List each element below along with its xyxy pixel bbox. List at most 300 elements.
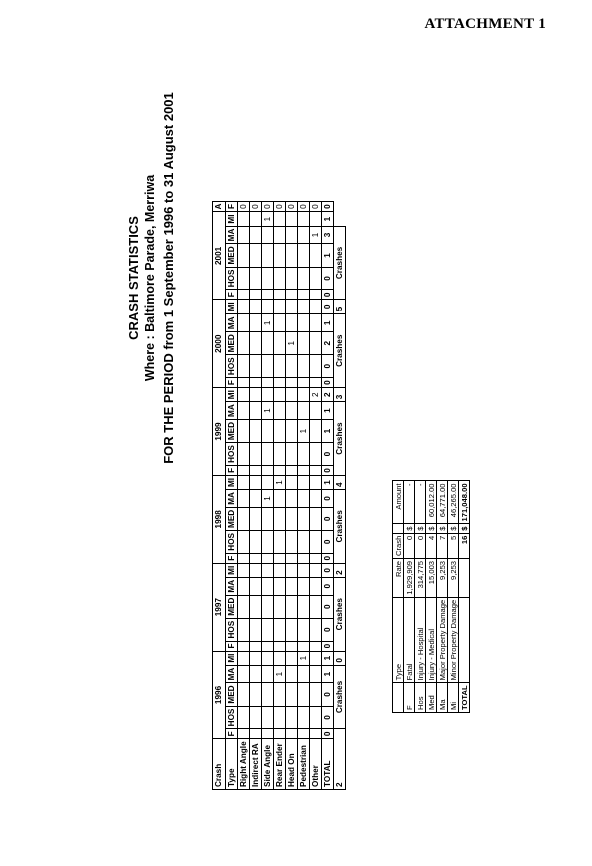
severity-header: MI [226,212,238,226]
count-cell [286,212,298,226]
severity-type: Injury - Hospital [415,597,426,683]
total-cell: 0 [322,706,334,729]
count-cell [262,378,274,388]
currency-symbol: $ [404,524,415,533]
table-row [250,201,262,789]
crashes-label: Crashes [334,314,346,388]
crash-type-label: Side Angle [262,739,274,790]
year-header: 2000 [213,300,226,388]
crash-statistics-table [212,201,346,790]
count-cell [250,332,262,355]
count-cell [274,563,286,577]
count-cell [274,290,286,300]
crash-type-label: Pedestrian [298,739,310,790]
rate-value: 314,775 [415,558,426,597]
crashes-label: Crashes [334,402,346,476]
count-cell [274,226,286,244]
count-cell [310,465,322,475]
year-header: 2001 [213,212,226,300]
cut-column-cell: 0 [274,201,286,212]
count-cell [238,332,250,355]
currency-symbol: $ [426,524,437,533]
severity-header: MED [226,595,238,618]
count-cell [250,530,262,553]
total-cell: 0 [322,683,334,706]
severity-code: Mi [448,683,459,713]
summary-row [448,481,459,713]
total-cell: 2 [322,332,334,355]
total-cell: 0 [322,490,334,508]
count-cell [262,290,274,300]
count-cell [286,507,298,530]
count-cell: 1 [298,419,310,442]
code-header [393,683,404,713]
count-cell [238,212,250,226]
cut-column-cell: 0 [250,201,262,212]
severity-type: Minor Property Damage [448,597,459,683]
crash-type-label: Rear Ender [274,739,286,790]
count-cell [262,651,274,665]
total-cell: 1 [322,665,334,683]
count-cell [262,618,274,641]
count-cell [262,553,274,563]
crashes-label: Crashes [334,490,346,564]
cut-column-header: A [213,201,226,212]
total-cell: 0 [322,553,334,563]
severity-code: Ma [437,683,448,713]
count-cell [250,641,262,651]
count-cell [310,244,322,267]
count-cell [238,244,250,267]
count-cell [262,641,274,651]
count-cell [238,683,250,706]
severity-header: MI [226,300,238,314]
total-cell: 0 [322,267,334,290]
count-cell [310,419,322,442]
severity-header: MA [226,490,238,508]
crash-count: 4 [426,533,437,558]
count-cell [262,226,274,244]
total-cell: 3 [322,226,334,244]
count-cell [238,290,250,300]
count-cell [250,651,262,665]
count-cell [250,618,262,641]
total-cell: 0 [322,465,334,475]
count-cell: 2 [310,388,322,402]
count-cell [250,388,262,402]
count-cell [298,443,310,466]
count-cell [274,507,286,530]
count-cell [298,553,310,563]
count-cell [250,475,262,489]
count-cell [250,314,262,332]
count-cell [250,355,262,378]
total-cell: 1 [322,244,334,267]
count-cell [274,267,286,290]
count-cell [310,355,322,378]
count-cell [262,665,274,683]
count-cell [298,706,310,729]
cut-column-subheader: F [226,201,238,212]
total-rate-spacer [459,558,470,597]
count-cell [238,595,250,618]
amount-value: - [404,481,415,524]
crash-count: 4 [334,475,346,489]
crashes-label: Crashes [334,577,346,651]
count-cell [274,419,286,442]
severity-header: MED [226,332,238,355]
count-cell [286,577,298,595]
count-cell [310,475,322,489]
count-cell [298,475,310,489]
count-cell [286,267,298,290]
count-cell [274,618,286,641]
count-cell [298,290,310,300]
count-cell [262,563,274,577]
count-cell [274,595,286,618]
total-cell: 0 [322,530,334,553]
count-cell [310,212,322,226]
severity-header: MI [226,388,238,402]
count-cell [286,378,298,388]
severity-header: HOS [226,530,238,553]
total-cell: 0 [322,355,334,378]
count-cell [274,465,286,475]
count-cell [286,530,298,553]
count-cell [298,212,310,226]
count-cell [274,300,286,314]
severity-header: MED [226,419,238,442]
summary-row [404,481,415,713]
count-cell [298,618,310,641]
count-cell [262,729,274,739]
total-cell: 0 [322,443,334,466]
count-cell [298,563,310,577]
severity-header: MI [226,563,238,577]
count-cell [274,683,286,706]
severity-header: HOS [226,267,238,290]
count-cell [298,314,310,332]
currency-header [393,524,404,533]
currency-symbol: $ [415,524,426,533]
count-cell [262,475,274,489]
rate-header: Rate [393,558,404,597]
count-cell [298,378,310,388]
cut-column-cell: 0 [262,201,274,212]
severity-header: F [226,729,238,739]
count-cell [262,507,274,530]
count-cell [274,443,286,466]
count-cell [286,443,298,466]
crash-type-label: Indirect RA [250,739,262,790]
count-cell [238,226,250,244]
count-cell: 1 [262,212,274,226]
severity-header: F [226,641,238,651]
total-label: TOTAL [322,739,334,790]
total-cell: 2 [322,388,334,402]
count-cell [250,490,262,508]
count-cell [250,212,262,226]
total-spacer [459,597,470,683]
count-cell [310,267,322,290]
count-cell: 1 [262,490,274,508]
count-cell: 1 [262,402,274,420]
year-header: 1997 [213,563,226,651]
count-cell [286,300,298,314]
severity-header: F [226,378,238,388]
count-cell [238,665,250,683]
count-cell [250,419,262,442]
count-cell [238,651,250,665]
count-cell [298,267,310,290]
count-cell [286,665,298,683]
total-cell: 0 [322,641,334,651]
table-row [274,201,286,789]
count-cell [310,314,322,332]
count-cell [310,563,322,577]
severity-header: MA [226,226,238,244]
amount-value: - [415,481,426,524]
crash-count: 5 [334,300,346,314]
count-cell [274,706,286,729]
rate-value: 9,253 [437,558,448,597]
count-cell [286,419,298,442]
count-cell [298,332,310,355]
count-cell [238,465,250,475]
cut-column-cell: 0 [298,201,310,212]
count-cell [262,355,274,378]
severity-header: MED [226,683,238,706]
count-cell [238,577,250,595]
rate-value: 9,253 [448,558,459,597]
count-cell [262,332,274,355]
count-cell: 1 [310,226,322,244]
severity-header: F [226,290,238,300]
total-cell: 1 [322,314,334,332]
crash-count: 0 [404,533,415,558]
count-cell [274,314,286,332]
total-cell: 1 [322,402,334,420]
count-cell [286,355,298,378]
amount-value: 64,771.00 [437,481,448,524]
count-cell [238,553,250,563]
cut-column-cell: 0 [238,201,250,212]
count-cell [274,244,286,267]
total-cell: 1 [322,651,334,665]
total-row [322,201,334,789]
count-cell [238,475,250,489]
count-cell [250,226,262,244]
table-row [262,201,274,789]
severity-header: HOS [226,618,238,641]
count-cell [238,314,250,332]
count-cell [250,244,262,267]
count-cell [262,706,274,729]
count-cell [310,706,322,729]
rate-value: 1,929,909 [404,558,415,597]
count-cell [298,244,310,267]
count-cell: 1 [262,314,274,332]
count-cell [310,443,322,466]
count-cell [262,300,274,314]
count-cell [310,577,322,595]
crashes-label: Crashes [334,226,346,300]
count-cell [262,244,274,267]
count-cell [298,465,310,475]
count-cell: 1 [298,651,310,665]
count-cell [310,402,322,420]
summary-row [437,481,448,713]
year-header: 1998 [213,475,226,563]
summary-total-row [459,481,470,713]
severity-type: Major Property Damage [437,597,448,683]
count-cell [262,465,274,475]
severity-header: HOS [226,443,238,466]
count-cell [262,419,274,442]
count-cell [310,300,322,314]
total-label: TOTAL [459,683,470,713]
count-cell [298,355,310,378]
count-cell [250,300,262,314]
count-cell [286,595,298,618]
severity-header: MI [226,475,238,489]
table-row [286,201,298,789]
count-cell [310,641,322,651]
count-cell [274,651,286,665]
count-cell [286,388,298,402]
count-cell [310,651,322,665]
count-cell [286,490,298,508]
amount-value: 60,012.00 [426,481,437,524]
count-cell [286,683,298,706]
count-cell [310,490,322,508]
crash-type-label: Right Angle [238,739,250,790]
count-cell [250,378,262,388]
count-cell [298,577,310,595]
attachment-label: ATTACHMENT 1 [424,16,546,32]
cut-column-total: 0 [322,201,334,212]
count-cell [310,683,322,706]
cut-column-cell: 0 [286,201,298,212]
count-cell [274,402,286,420]
total-cell: 0 [322,595,334,618]
type-subheader: Type [226,739,238,790]
count-cell [262,443,274,466]
count-cell [274,332,286,355]
year-header: 1999 [213,388,226,476]
count-cell [298,507,310,530]
count-cell [250,402,262,420]
count-cell [238,706,250,729]
count-cell [298,665,310,683]
amount-header: Amount [393,481,404,524]
crash-type-label: Other [310,739,322,790]
count-cell [286,706,298,729]
count-cell [298,729,310,739]
count-cell [250,729,262,739]
count-cell [250,553,262,563]
severity-type: Injury - Medical [426,597,437,683]
count-cell [298,683,310,706]
total-cell: 0 [322,729,334,739]
total-cell: 0 [322,563,334,577]
count-cell [310,618,322,641]
year-header: 1996 [213,651,226,739]
count-cell [310,530,322,553]
count-cell [298,595,310,618]
total-cell: 1 [322,212,334,226]
count-cell [238,729,250,739]
count-cell [298,300,310,314]
count-cell [298,641,310,651]
count-cell [250,595,262,618]
total-cell: 0 [322,507,334,530]
count-cell [274,553,286,563]
count-cell [262,388,274,402]
total-cell: 0 [322,577,334,595]
crashes-label: Crashes [334,665,346,729]
count-cell [286,465,298,475]
crash-count: 3 [334,388,346,402]
count-cell [262,577,274,595]
count-cell [262,595,274,618]
severity-header: MA [226,314,238,332]
summary-row [426,481,437,713]
count-cell [274,530,286,553]
count-cell [310,665,322,683]
severity-code: Med [426,683,437,713]
rate-value: 15,003 [426,558,437,597]
count-cell [238,355,250,378]
count-cell [262,267,274,290]
crashes-row [334,201,346,789]
count-cell [238,641,250,651]
severity-code: Hos [415,683,426,713]
total-cell: 0 [322,300,334,314]
count-cell [238,267,250,290]
count-cell [238,300,250,314]
total-cell: 0 [322,378,334,388]
count-cell [298,226,310,244]
count-cell [310,729,322,739]
cut-column-cell: 0 [310,201,322,212]
count-cell [274,355,286,378]
crash-type-label: Head On [286,739,298,790]
amount-value: 46,265.00 [448,481,459,524]
count-cell [286,226,298,244]
period-line: FOR THE PERIOD from 1 September 1996 to 31 August 2001 [161,92,176,464]
count-cell [286,475,298,489]
count-cell [274,388,286,402]
count-cell [250,683,262,706]
header-row-severity [226,201,238,789]
crash-cost-summary-table [392,480,470,713]
count-cell: 1 [274,665,286,683]
currency-symbol: $ [437,524,448,533]
count-cell [286,314,298,332]
count-cell [250,507,262,530]
crash-count: 2 [334,729,346,790]
severity-header: MED [226,507,238,530]
count-cell [250,706,262,729]
summary-table-wrapper [392,480,470,713]
count-cell [250,443,262,466]
count-cell [286,244,298,267]
count-cell [286,290,298,300]
count-cell [274,641,286,651]
count-cell [274,729,286,739]
location-line: Where : Baltimore Parade, Merriwa [143,174,157,382]
